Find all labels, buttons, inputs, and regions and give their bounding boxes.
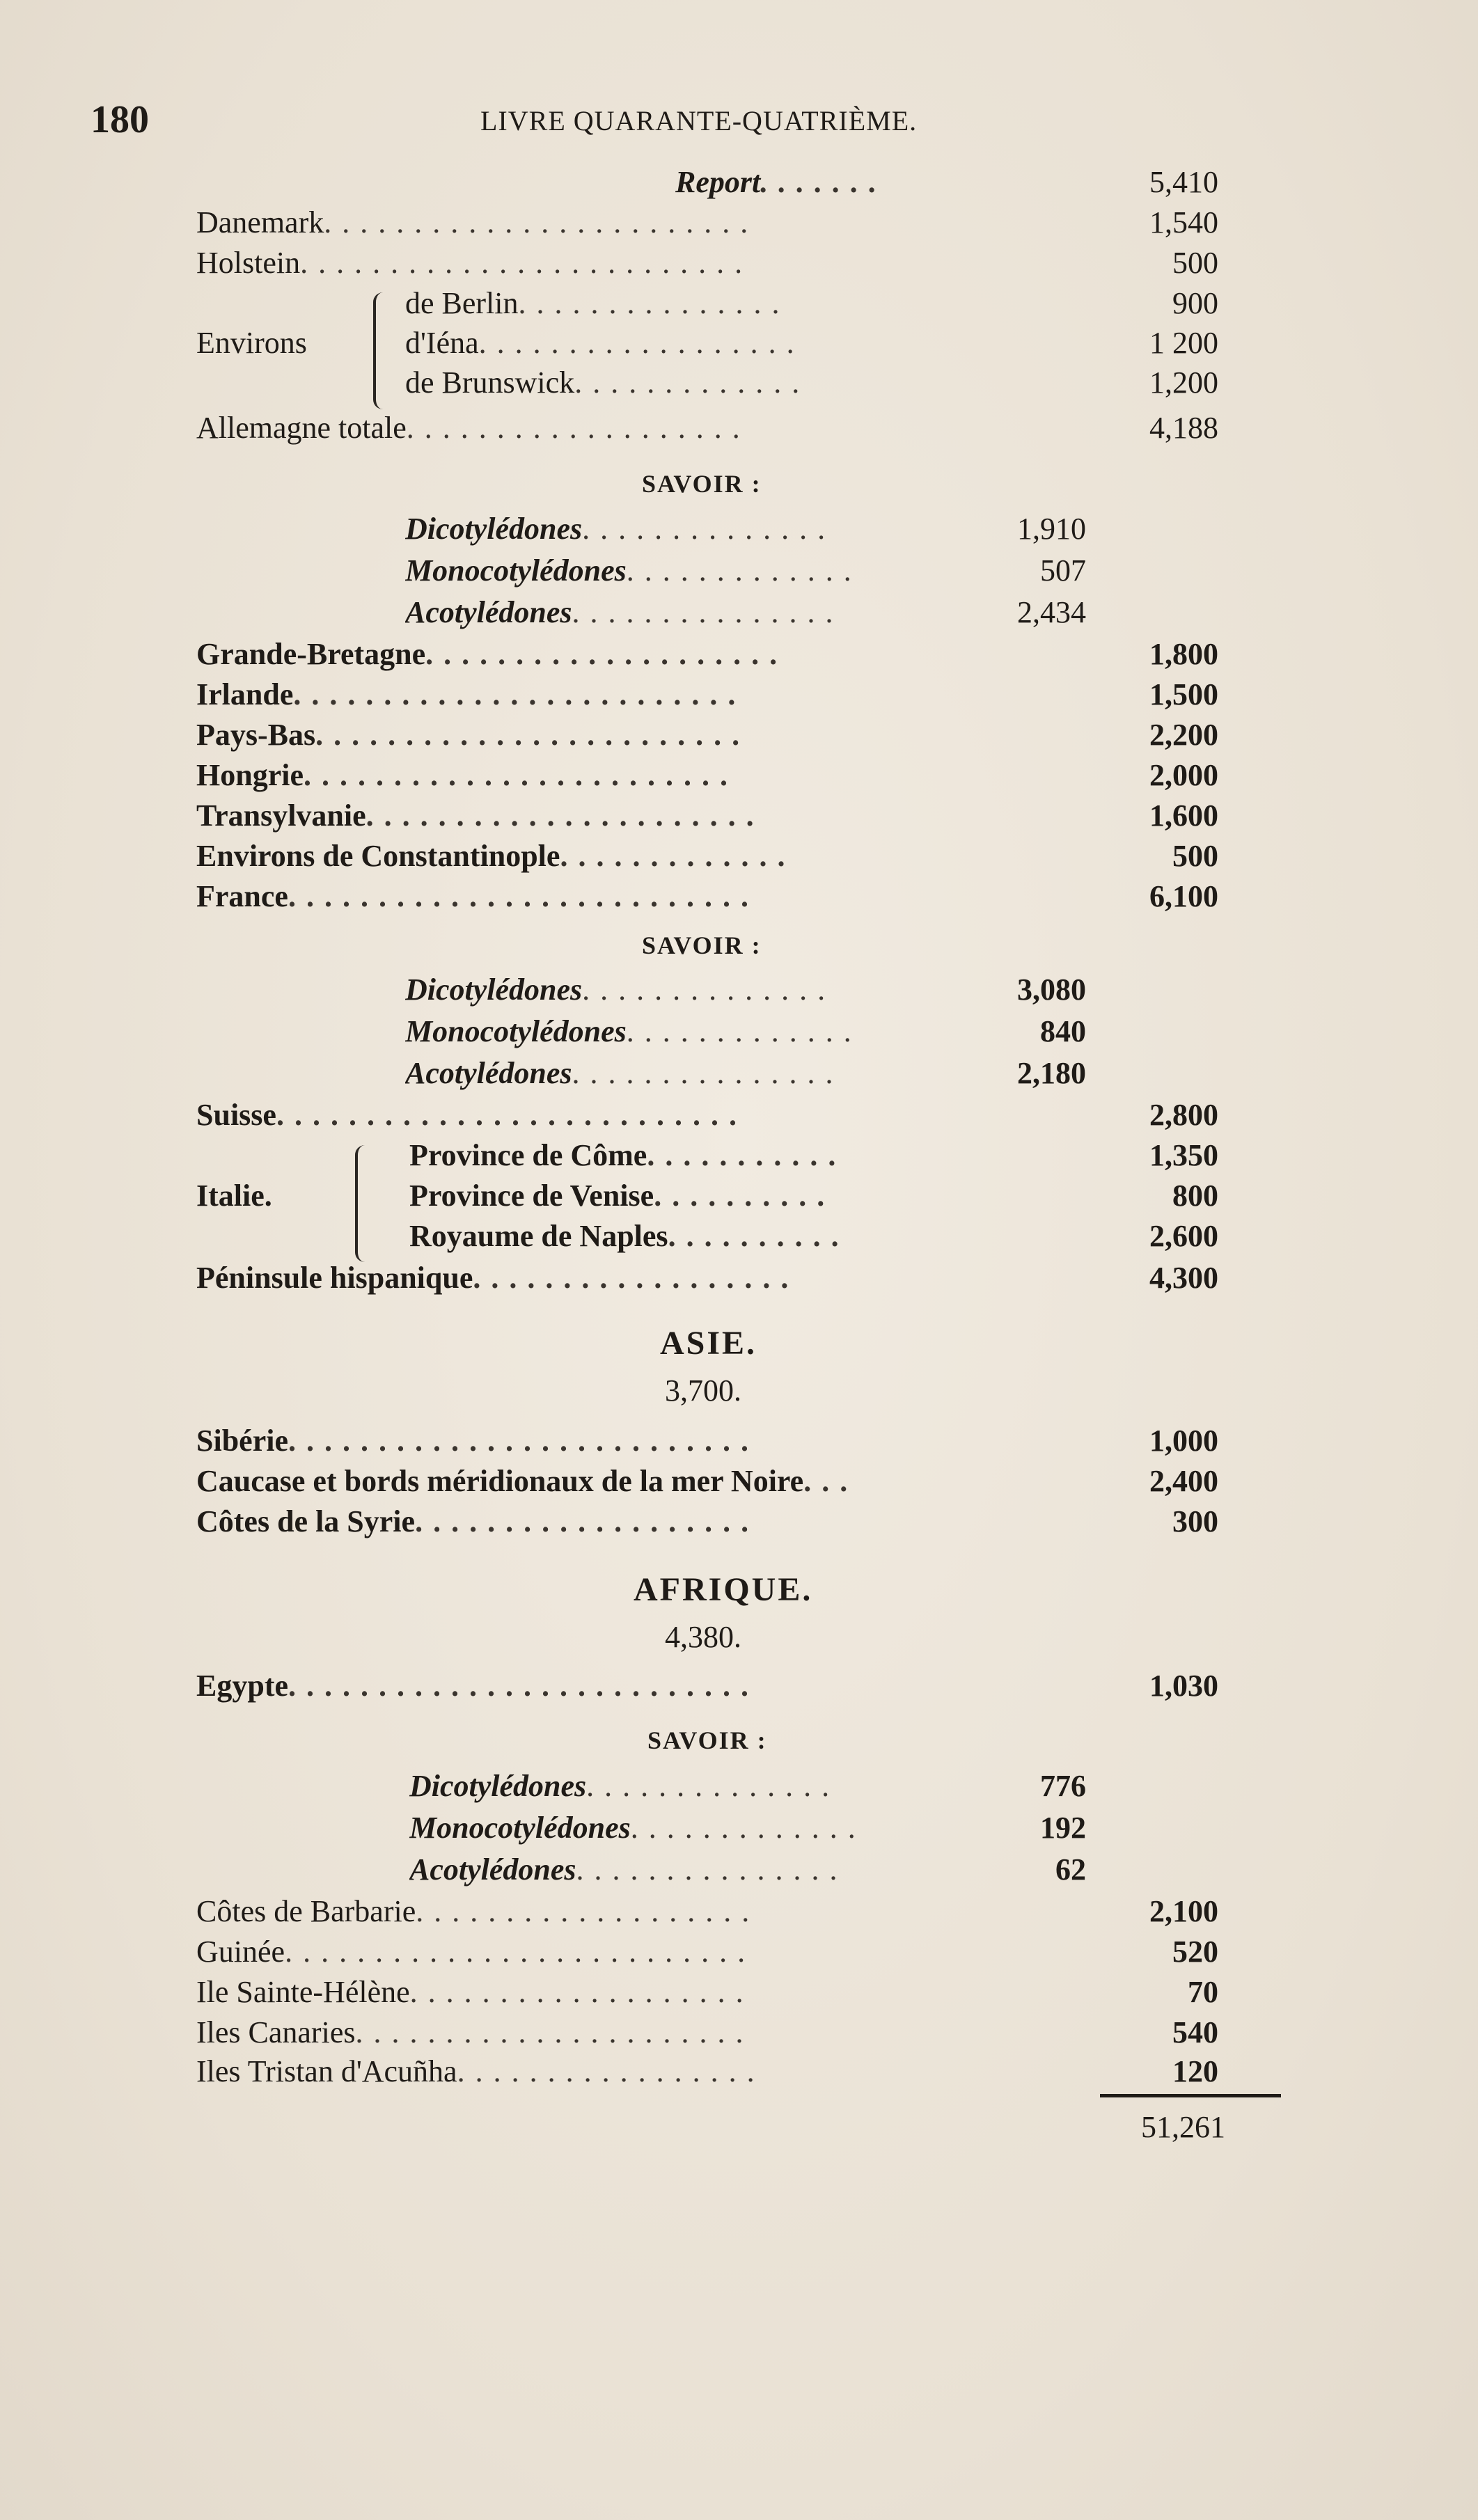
table-row: Acotylédones. . . . . . . . . . . . . . . 2,180 — [0, 1053, 1478, 1094]
row-value: 500 — [1172, 839, 1218, 873]
table-row: Allemagne totale. . . . . . . . . . . . . . . . . . . 4,188 — [0, 407, 1478, 449]
table-row: Côtes de la Syrie. . . . . . . . . . . . . . . . . . . 300 — [0, 1501, 1478, 1543]
table-row: Côtes de Barbarie. . . . . . . . . . . . . . . . . . . 2,100 — [0, 1891, 1478, 1932]
row-value: 2,400 — [1149, 1464, 1218, 1498]
table-row: Pays-Bas. . . . . . . . . . . . . . . . . . . . . . . . 2,200 — [0, 714, 1478, 756]
table-row: d'Iéna. . . . . . . . . . . . . . . . . . 1 200 — [0, 322, 1478, 364]
page-number: 180 — [91, 98, 149, 141]
region-heading-afrique: AFRIQUE. — [634, 1571, 813, 1608]
row-label: Caucase et bords méridionaux de la mer Noire — [196, 1464, 804, 1498]
table-row: France. . . . . . . . . . . . . . . . . . . . . . . . . . 6,100 — [0, 876, 1478, 918]
row-subvalue: 2,434 — [1017, 595, 1086, 629]
table-row: Sibérie. . . . . . . . . . . . . . . . . . . . . . . . . . 1,000 — [0, 1420, 1478, 1462]
row-value: 900 — [1172, 286, 1218, 320]
sum-rule — [1100, 2094, 1281, 2097]
table-row: Report. . . . . . . 5,410 — [0, 162, 1478, 203]
row-label: Dicotylédones — [405, 972, 583, 1007]
row-value: 1,030 — [1149, 1669, 1218, 1703]
row-subvalue: 840 — [1040, 1014, 1086, 1048]
row-label: Danemark — [196, 205, 324, 239]
table-row: Guinée. . . . . . . . . . . . . . . . . . . . . . . . . . 520 — [0, 1931, 1478, 1973]
region-heading-asie: ASIE. — [660, 1325, 757, 1362]
table-row: Acotylédones. . . . . . . . . . . . . . . 2,434 — [0, 592, 1478, 633]
row-value: 1,540 — [1149, 205, 1218, 239]
row-label: de Berlin — [405, 286, 519, 320]
table-row: Suisse. . . . . . . . . . . . . . . . . . . . . . . . . . 2,800 — [0, 1094, 1478, 1136]
row-value: 4,300 — [1149, 1261, 1218, 1295]
row-label: Province de Venise — [409, 1179, 654, 1213]
row-label: Hongrie — [196, 758, 304, 792]
table-row: de Brunswick. . . . . . . . . . . . . 1,200 — [0, 362, 1478, 404]
row-label: Irlande — [196, 677, 294, 711]
group-label-italie: Italie. — [196, 1179, 272, 1213]
row-label: Grande-Bretagne — [196, 637, 426, 671]
row-label: Dicotylédones — [409, 1769, 587, 1803]
row-label: Egypte — [196, 1669, 288, 1703]
row-label: Report — [675, 165, 761, 199]
row-subvalue: 776 — [1040, 1769, 1086, 1803]
row-subvalue: 1,910 — [1017, 512, 1086, 546]
row-label: Environs de Constantinople — [196, 839, 560, 873]
running-title: LIVRE QUARANTE-QUATRIÈME. — [480, 105, 918, 136]
row-subvalue: 3,080 — [1017, 972, 1086, 1007]
row-label: Sibérie — [196, 1424, 288, 1458]
row-value: 2,800 — [1149, 1098, 1218, 1132]
table-row: Monocotylédones. . . . . . . . . . . . . 840 — [0, 1011, 1478, 1053]
row-label: d'Iéna — [405, 326, 479, 360]
table-row: Dicotylédones. . . . . . . . . . . . . . 1,910 — [0, 508, 1478, 550]
row-value: 1,600 — [1149, 798, 1218, 833]
row-label: Transylvanie — [196, 798, 366, 833]
row-value: 540 — [1172, 2015, 1218, 2049]
table-row: Caucase et bords méridionaux de la mer Noire. . . 2,400 — [0, 1460, 1478, 1502]
table-row: Ile Sainte-Hélène. . . . . . . . . . . . . . . . . . . 70 — [0, 1971, 1478, 2013]
row-value: 70 — [1188, 1975, 1218, 2009]
table-row: Péninsule hispanique. . . . . . . . . . . . . . . . . . 4,300 — [0, 1257, 1478, 1299]
row-value: 1,500 — [1149, 677, 1218, 711]
row-label: Allemagne totale — [196, 411, 407, 445]
row-value: 4,188 — [1149, 411, 1218, 445]
row-label: Acotylédones — [409, 1852, 576, 1887]
row-label: France — [196, 879, 288, 913]
table-row: Acotylédones. . . . . . . . . . . . . . . 62 — [0, 1849, 1478, 1891]
table-row: Monocotylédones. . . . . . . . . . . . . 507 — [0, 550, 1478, 592]
row-label: Monocotylédones — [405, 553, 627, 588]
row-value: 500 — [1172, 246, 1218, 280]
row-value: 1,000 — [1149, 1424, 1218, 1458]
row-value: 2,600 — [1149, 1219, 1218, 1253]
row-value: 520 — [1172, 1935, 1218, 1969]
row-value: 2,100 — [1149, 1894, 1218, 1928]
row-value: 6,100 — [1149, 879, 1218, 913]
savoir-heading: SAVOIR : — [642, 931, 762, 959]
row-label: Acotylédones — [405, 595, 572, 629]
table-row: Iles Tristan d'Acuñha. . . . . . . . . . . . . . . . . 120 — [0, 2051, 1478, 2093]
row-label: Suisse — [196, 1098, 276, 1132]
group-label-environs: Environs — [196, 326, 307, 360]
row-label: Iles Canaries — [196, 2015, 356, 2049]
savoir-heading: SAVOIR : — [642, 470, 762, 498]
row-value: 1,800 — [1149, 637, 1218, 671]
table-row: Dicotylédones. . . . . . . . . . . . . . 776 — [0, 1765, 1478, 1807]
row-label: Monocotylédones — [405, 1014, 627, 1048]
row-label: Pays-Bas — [196, 718, 316, 752]
table-row: Dicotylédones. . . . . . . . . . . . . . 3,080 — [0, 969, 1478, 1011]
grand-total: 51,261 — [1141, 2110, 1225, 2144]
row-label: Acotylédones — [405, 1056, 572, 1090]
table-row: Hongrie. . . . . . . . . . . . . . . . . . . . . . . . 2,000 — [0, 755, 1478, 796]
row-label: Ile Sainte-Hélène — [196, 1975, 410, 2009]
table-row: Iles Canaries. . . . . . . . . . . . . . . . . . . . . . 540 — [0, 2012, 1478, 2054]
table-row: Environs de Constantinople. . . . . . . . . . . . . 500 — [0, 835, 1478, 877]
row-value: 1,200 — [1149, 365, 1218, 400]
row-value: 2,200 — [1149, 718, 1218, 752]
row-label: Holstein — [196, 246, 301, 280]
table-row: Danemark. . . . . . . . . . . . . . . . . . . . . . . . 1,540 — [0, 202, 1478, 244]
row-label: Royaume de Naples — [409, 1219, 668, 1253]
savoir-heading: SAVOIR : — [647, 1726, 767, 1754]
row-value: 1,350 — [1149, 1138, 1218, 1172]
row-label: Guinée — [196, 1935, 285, 1969]
table-row: Monocotylédones. . . . . . . . . . . . . 192 — [0, 1807, 1478, 1849]
table-row: Transylvanie. . . . . . . . . . . . . . . . . . . . . . 1,600 — [0, 795, 1478, 837]
row-label: Monocotylédones — [409, 1811, 631, 1845]
row-value: 2,000 — [1149, 758, 1218, 792]
table-row: Egypte. . . . . . . . . . . . . . . . . . . . . . . . . . 1,030 — [0, 1665, 1478, 1707]
row-label: Péninsule hispanique — [196, 1261, 473, 1295]
table-row: Grande-Bretagne. . . . . . . . . . . . . . . . . . . . 1,800 — [0, 633, 1478, 675]
row-value: 800 — [1172, 1179, 1218, 1213]
table-row: Province de Venise. . . . . . . . . . 800 — [0, 1175, 1478, 1217]
row-value: 1 200 — [1149, 326, 1218, 360]
row-label: Dicotylédones — [405, 512, 583, 546]
row-subvalue: 507 — [1040, 553, 1086, 588]
row-label: Côtes de Barbarie — [196, 1894, 416, 1928]
row-label: Iles Tristan d'Acuñha — [196, 2054, 457, 2088]
row-value: 300 — [1172, 1504, 1218, 1538]
table-row: Royaume de Naples. . . . . . . . . . 2,600 — [0, 1215, 1478, 1257]
row-value: 120 — [1172, 2054, 1218, 2088]
page-header — [91, 97, 1378, 139]
table-row: Province de Côme. . . . . . . . . . . 1,350 — [0, 1135, 1478, 1176]
table-row: Holstein. . . . . . . . . . . . . . . . . . . . . . . . . 500 — [0, 242, 1478, 284]
row-label: de Brunswick — [405, 365, 575, 400]
region-total-asie: 3,700. — [665, 1373, 741, 1408]
row-subvalue: 192 — [1040, 1811, 1086, 1845]
row-label: Province de Côme — [409, 1138, 647, 1172]
region-total-afrique: 4,380. — [665, 1620, 741, 1654]
table-row: de Berlin. . . . . . . . . . . . . . . 900 — [0, 283, 1478, 324]
row-subvalue: 2,180 — [1017, 1056, 1086, 1090]
table-row: Irlande. . . . . . . . . . . . . . . . . . . . . . . . . 1,500 — [0, 674, 1478, 716]
row-subvalue: 62 — [1055, 1852, 1086, 1887]
row-label: Côtes de la Syrie — [196, 1504, 416, 1538]
row-value: 5,410 — [1149, 165, 1218, 199]
